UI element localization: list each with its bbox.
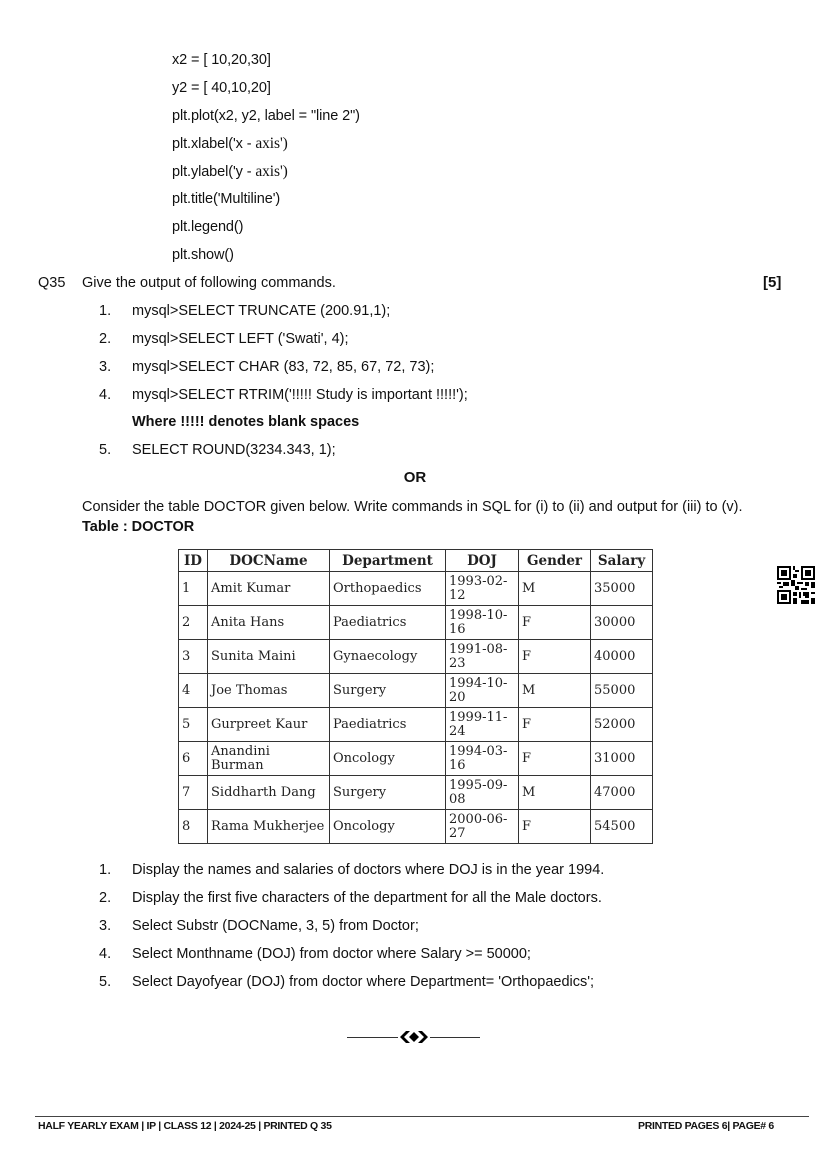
table-row	[179, 708, 653, 742]
alt-question-number: 3.	[99, 918, 112, 934]
ylabel-suffix: axis')	[255, 163, 288, 180]
cell-doj: 1995-09-08	[446, 776, 519, 810]
cell-id: 7	[179, 776, 208, 810]
alt-question-number: 5.	[99, 974, 112, 990]
cell-docname: Joe Thomas	[208, 674, 330, 708]
cell-salary: 55000	[591, 674, 653, 708]
command-text: SELECT ROUND(3234.343, 1);	[132, 442, 336, 458]
alt-question-number: 4.	[99, 946, 112, 962]
cell-id: 6	[179, 742, 208, 776]
cell-id: 1	[179, 572, 208, 606]
cell-docname: Gurpreet Kaur	[208, 708, 330, 742]
command-number: 1.	[99, 303, 112, 319]
cell-department: Surgery	[330, 674, 446, 708]
cell-salary: 40000	[591, 640, 653, 674]
or-separator: OR	[403, 469, 427, 486]
cell-department: Paediatrics	[330, 708, 446, 742]
cell-id: 4	[179, 674, 208, 708]
code-line-legend: plt.legend()	[172, 219, 244, 235]
cell-doj: 1993-02-12	[446, 572, 519, 606]
footer-rule	[35, 1116, 809, 1117]
cell-id: 5	[179, 708, 208, 742]
cell-gender: F	[519, 742, 591, 776]
doctor-table	[178, 549, 653, 844]
cell-id: 2	[179, 606, 208, 640]
footer-right: PRINTED PAGES 6| PAGE# 6	[638, 1120, 774, 1132]
table-row	[179, 776, 653, 810]
table-row	[179, 742, 653, 776]
alt-question-text: Display the names and salaries of doctors where DOJ is in the year 1994.	[132, 862, 605, 878]
command-text: mysql>SELECT CHAR (83, 72, 85, 67, 72, 73);	[132, 359, 435, 375]
cell-salary: 47000	[591, 776, 653, 810]
cell-gender: M	[519, 776, 591, 810]
cell-department: Oncology	[330, 742, 446, 776]
alt-question-text: Display the first five characters of the department for all the Male doctors.	[132, 890, 602, 906]
cell-id: 3	[179, 640, 208, 674]
cell-department: Surgery	[330, 776, 446, 810]
command-text: mysql>SELECT LEFT ('Swati', 4);	[132, 331, 349, 347]
alt-question-text: Select Dayofyear (DOJ) from doctor where Department= 'Orthopaedics';	[132, 974, 595, 990]
cell-gender: F	[519, 810, 591, 844]
ylabel-prefix: plt.ylabel('y -	[172, 164, 256, 180]
col-header-department: Department	[330, 550, 446, 572]
cell-doj: 1998-10-16	[446, 606, 519, 640]
alt-question-text: Select Monthname (DOJ) from doctor where Salary >= 50000;	[132, 946, 531, 962]
code-line-xlabel	[172, 135, 288, 153]
alt-intro-text: Consider the table DOCTOR given below. Write commands in SQL for (i) to (ii) and output for (iii) to (v).	[82, 499, 743, 515]
question-prompt: Give the output of following commands.	[82, 275, 336, 291]
qr-code-icon	[777, 566, 815, 604]
cell-doj: 1999-11-24	[446, 708, 519, 742]
command-text: mysql>SELECT TRUNCATE (200.91,1);	[132, 303, 391, 319]
table-row	[179, 572, 653, 606]
code-line-x2: x2 = [ 10,20,30]	[172, 52, 271, 68]
col-header-salary: Salary	[591, 550, 653, 572]
cell-department: Orthopaedics	[330, 572, 446, 606]
command-text: mysql>SELECT RTRIM('!!!!! Study is important !!!!!');	[132, 387, 468, 403]
alt-question-number: 1.	[99, 862, 112, 878]
cell-gender: F	[519, 640, 591, 674]
command-number: 4.	[99, 387, 112, 403]
code-line-y2: y2 = [ 40,10,20]	[172, 80, 271, 96]
table-header-row	[179, 550, 653, 572]
cell-docname: Amit Kumar	[208, 572, 330, 606]
blank-space-note: Where !!!!! denotes blank spaces	[132, 414, 360, 430]
table-row	[179, 606, 653, 640]
question-marks: [5]	[763, 274, 782, 291]
command-number: 2.	[99, 331, 112, 347]
table-row	[179, 640, 653, 674]
cell-docname: Anandini Burman	[208, 742, 330, 776]
alt-question-text: Select Substr (DOCName, 3, 5) from Doctor;	[132, 918, 419, 934]
cell-salary: 30000	[591, 606, 653, 640]
xlabel-suffix: axis')	[255, 135, 288, 152]
cell-department: Oncology	[330, 810, 446, 844]
code-line-show: plt.show()	[172, 247, 234, 263]
command-number: 5.	[99, 442, 112, 458]
cell-gender: M	[519, 674, 591, 708]
cell-docname: Anita Hans	[208, 606, 330, 640]
question-number: Q35	[38, 275, 66, 291]
table-row	[179, 674, 653, 708]
cell-gender: F	[519, 708, 591, 742]
cell-docname: Sunita Maini	[208, 640, 330, 674]
col-header-gender: Gender	[519, 550, 591, 572]
cell-gender: M	[519, 572, 591, 606]
cell-doj: 1994-10-20	[446, 674, 519, 708]
cell-doj: 1991-08-23	[446, 640, 519, 674]
col-header-docname: DOCName	[208, 550, 330, 572]
cell-salary: 31000	[591, 742, 653, 776]
cell-gender: F	[519, 606, 591, 640]
cell-docname: Rama Mukherjee	[208, 810, 330, 844]
alt-question-number: 2.	[99, 890, 112, 906]
col-header-doj: DOJ	[446, 550, 519, 572]
cell-id: 8	[179, 810, 208, 844]
table-caption: Table : DOCTOR	[82, 519, 195, 535]
cell-salary: 54500	[591, 810, 653, 844]
col-header-id: ID	[179, 550, 208, 572]
cell-salary: 52000	[591, 708, 653, 742]
cell-salary: 35000	[591, 572, 653, 606]
cell-department: Gynaecology	[330, 640, 446, 674]
code-line-ylabel	[172, 163, 288, 181]
cell-docname: Siddharth Dang	[208, 776, 330, 810]
cell-doj: 2000-06-27	[446, 810, 519, 844]
table-row	[179, 810, 653, 844]
diamond-divider-icon	[398, 1030, 430, 1044]
footer-left: HALF YEARLY EXAM | IP | CLASS 12 | 2024-25 | PRINTED Q 35	[38, 1120, 332, 1132]
cell-department: Paediatrics	[330, 606, 446, 640]
code-line-plot: plt.plot(x2, y2, label = "line 2")	[172, 108, 360, 124]
command-number: 3.	[99, 359, 112, 375]
code-line-title: plt.title('Multiline')	[172, 191, 281, 207]
alt-question-intro	[82, 497, 762, 537]
cell-doj: 1994-03-16	[446, 742, 519, 776]
xlabel-prefix: plt.xlabel('x -	[172, 136, 256, 152]
